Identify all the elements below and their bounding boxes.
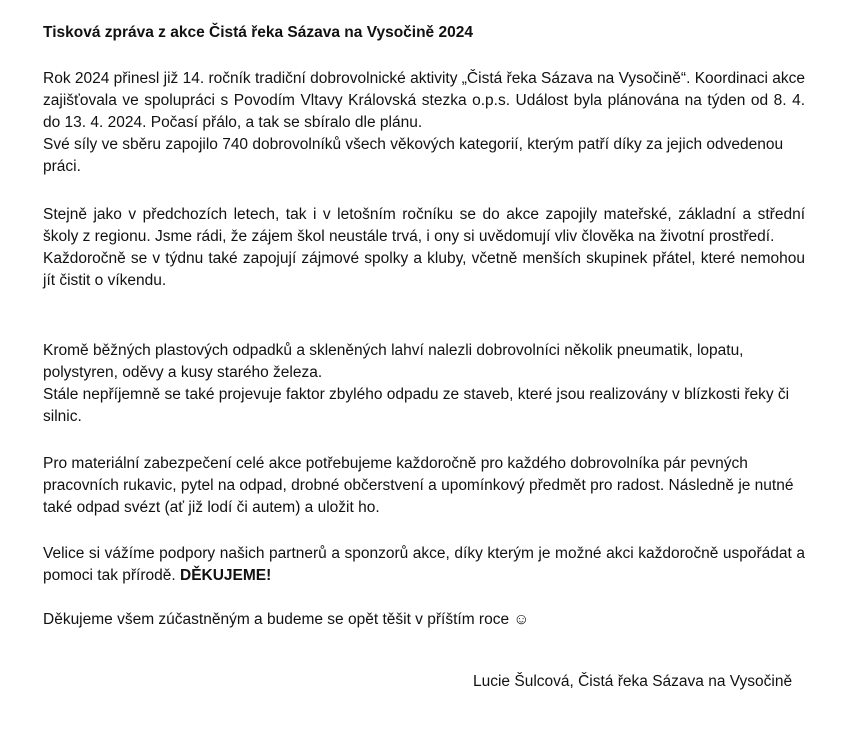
paragraph-findings (43, 340, 805, 428)
paragraph-schools-text: Stejně jako v předchozích letech, tak i v letošním ročníku se do akce zapojily mateřské, základní a střední školy z regionu. Jsme rádi, že zájem škol neustále trvá, i ony si uvědomují vliv člověka na životní prostředí. (43, 206, 805, 245)
paragraph-partners-body: Velice si vážíme podpory našich partnerů a sponzorů akce, díky kterým je možné akci každoročně uspořádat a pomoci tak přírodě. (43, 545, 805, 584)
paragraph-supplies (43, 453, 805, 519)
paragraph-supplies-text: Pro materiální zabezpečení celé akce potřebujeme každoročně pro každého dobrovolníka pár pevných pracovních rukavic, pytel na odpad, drobné občerstvení a upomínkový předmět pro radost. Následně je nutné také odpad svézt (ať již lodí či autem) a uložit ho. (43, 455, 794, 516)
signature: Lucie Šulcová, Čistá řeka Sázava na Vysočině (473, 673, 793, 690)
paragraph-partners-text (43, 543, 805, 587)
paragraph-volunteers-text: Své síly ve sběru zapojilo 740 dobrovolníků všech věkových kategorií, kterým patří díky za jejich odvedenou práci. (43, 136, 784, 175)
paragraph-clubs-text: Každoročně se v týdnu také zapojují zájmové spolky a kluby, včetně menších skupinek přátel, které nemohou jít čistit o víkendu. (43, 250, 805, 289)
paragraph-construction-text: Stále nepříjemně se také projevuje faktor zbylého odpadu ze staveb, které jsou realizovány v blízkosti řeky či silnic. (43, 386, 790, 425)
paragraph-partners (43, 543, 805, 587)
paragraph-intro (43, 68, 805, 178)
paragraph-findings-text: Kromě běžných plastových odpadků a skleněných lahví nalezli dobrovolníci několik pneumatik, lopatu, polystyren, oděvy a kusy starého železa. (43, 342, 744, 381)
paragraph-intro-text: Rok 2024 přinesl již 14. ročník tradiční dobrovolnické aktivity „Čistá řeka Sázava na Vysočině“. Koordinaci akce zajišťovala ve spolupráci s Povodím Vltavy Královská stezka o.p.s. Událost byla plánována na týden od 8. 4. do 13. 4. 2024. Počasí přálo, a tak se sbíralo dle plánu. (43, 70, 805, 131)
document-title: Tisková zpráva z akce Čistá řeka Sázava na Vysočině 2024 (43, 24, 473, 41)
thanks-emphasis: DĚKUJEME! (180, 567, 272, 584)
paragraph-schools (43, 204, 805, 292)
paragraph-closing (43, 609, 805, 631)
paragraph-closing-text: Děkujeme všem zúčastněným a budeme se opět těšit v příštím roce ☺ (43, 611, 530, 628)
